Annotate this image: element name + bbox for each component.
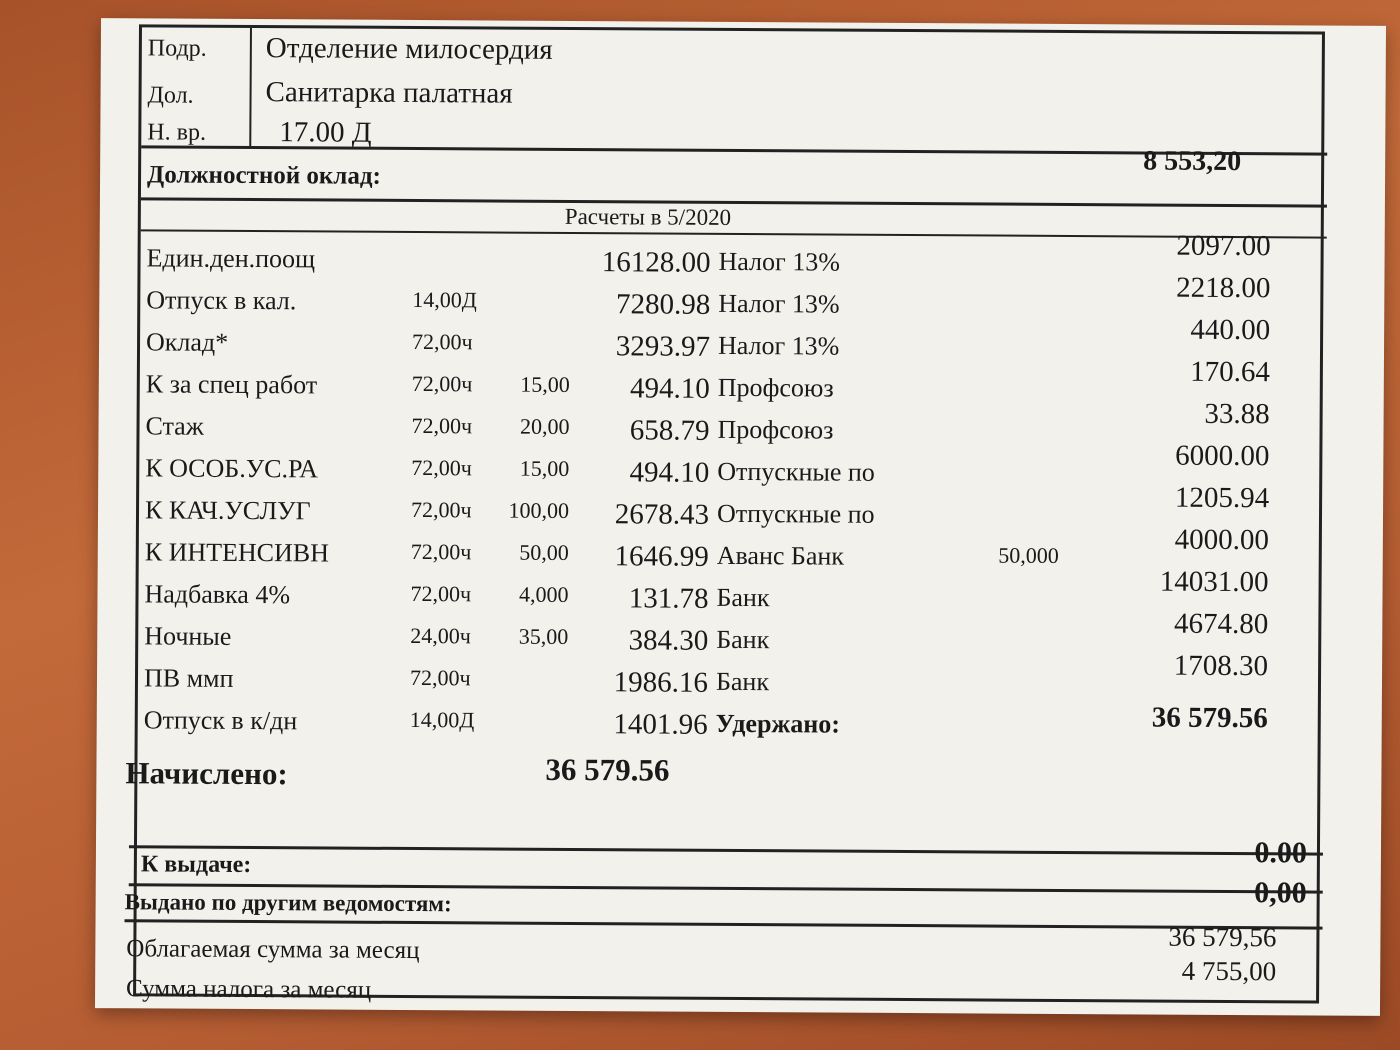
row-amount: 16128.00 [601, 246, 711, 279]
row-deduction-extra [961, 248, 1061, 249]
taxable-value: 36 579,56 [1168, 921, 1277, 953]
row-deduction: Налог 13% [718, 246, 840, 277]
hours-label: Н. вр. [147, 119, 207, 146]
row-amount: 384.30 [628, 624, 709, 657]
row-deduction: Профсоюз [717, 372, 834, 403]
row-deduction-extra [958, 668, 1058, 669]
salary-bottom-line [141, 197, 1327, 207]
row-deduction-extra [958, 710, 1058, 711]
dept-value: Отделение милосердия [265, 32, 553, 66]
row-deduction-amount: 1708.30 [1173, 649, 1269, 683]
row-name: ПВ ммп [143, 663, 234, 693]
other-statements-value: 0,00 [1254, 876, 1307, 910]
salary-value: 8 553,20 [1143, 145, 1242, 178]
row-qty: 72,00ч [410, 538, 472, 565]
row-deduction-amount: 440.00 [1190, 313, 1271, 347]
tax-value: 4 755,00 [1181, 955, 1277, 987]
row-rate: 15,00 [519, 455, 570, 481]
withheld-value: 36 579.56 [1151, 701, 1268, 735]
row-deduction-amount: 170.64 [1190, 355, 1270, 389]
withheld-label: Удержано: [715, 708, 841, 739]
row-amount: 131.78 [628, 582, 709, 615]
row-rate: 35,00 [518, 623, 569, 649]
dept-label: Подр. [147, 35, 207, 62]
row-deduction: Отпускные по [716, 498, 875, 529]
row-deduction-amount: 6000.00 [1175, 439, 1270, 473]
position-value: Санитарка палатная [265, 76, 513, 110]
other-statements-label: Выдано по другим ведомостям: [124, 889, 452, 917]
row-qty: 72,00ч [411, 370, 473, 397]
row-deduction: Банк [716, 624, 770, 655]
row-name: Надбавка 4% [144, 579, 291, 610]
row-amount: 658.79 [629, 414, 710, 447]
row-deduction-extra [960, 416, 1060, 417]
row-name: К ОСОБ.УС.РА [145, 453, 319, 484]
row-name: Отпуск в к/дн [143, 705, 298, 736]
table-row [138, 701, 1324, 754]
row-qty: 24,00ч [410, 622, 471, 649]
row-deduction-extra [960, 332, 1060, 333]
row-rate: 4,000 [518, 581, 569, 607]
row-rate: 100,00 [508, 497, 570, 523]
row-qty: 72,00ч [411, 328, 473, 355]
row-amount: 1986.16 [613, 666, 709, 699]
row-deduction-extra [958, 626, 1058, 627]
row-deduction-amount: 14031.00 [1159, 565, 1269, 599]
row-qty: 72,00ч [411, 412, 473, 439]
row-amount: 494.10 [629, 456, 710, 489]
row-deduction: Банк [716, 582, 770, 613]
row-deduction: Налог 13% [717, 330, 840, 361]
row-deduction-amount: 4674.80 [1174, 607, 1269, 641]
row-name: Един.ден.поощ [146, 243, 316, 274]
accrued-value: 36 579.56 [545, 751, 670, 788]
row-amount: 1401.96 [613, 708, 708, 741]
row-name: Оклад* [145, 327, 229, 357]
row-qty: 72,00ч [411, 454, 472, 481]
row-name: Стаж [145, 411, 204, 441]
payout-label: К выдаче: [140, 851, 252, 879]
row-qty: 14,00Д [409, 706, 475, 733]
row-deduction-extra [959, 500, 1059, 501]
row-amount: 494.10 [629, 372, 710, 405]
tax-label: Сумма налога за месяц [126, 975, 372, 1004]
row-deduction-extra: 50,000 [998, 542, 1059, 568]
row-amount: 2678.43 [614, 498, 710, 531]
payslip-sheet [95, 18, 1386, 1016]
row-deduction: Банк [715, 666, 770, 697]
row-rate: 50,00 [519, 539, 569, 565]
row-rate: 20,00 [519, 413, 570, 439]
row-deduction-extra [959, 584, 1059, 585]
row-deduction-amount: 4000.00 [1174, 523, 1269, 557]
row-name: Ночные [144, 621, 232, 651]
payout-top-line [129, 845, 1323, 855]
row-qty: 72,00ч [409, 664, 471, 691]
row-deduction-amount: 33.88 [1204, 397, 1270, 431]
row-deduction-extra [960, 374, 1060, 375]
accrued-label: Начислено: [125, 755, 288, 792]
taxable-label: Облагаемая сумма за месяц [126, 935, 420, 965]
row-name: К за спец работ [145, 369, 318, 400]
row-name: К ИНТЕНСИВН [144, 537, 330, 568]
row-qty: 72,00ч [410, 496, 472, 523]
row-deduction-extra [959, 458, 1059, 459]
row-qty: 14,00Д [412, 286, 477, 313]
row-deduction: Отпускные по [717, 456, 875, 487]
hours-value: 17.00 Д [279, 116, 372, 149]
row-name: К КАЧ.УСЛУГ [144, 495, 311, 526]
row-deduction-amount: 1205.94 [1174, 481, 1270, 515]
row-deduction: Налог 13% [718, 288, 840, 319]
row-deduction: Профсоюз [717, 414, 834, 445]
header-divider [249, 28, 252, 146]
payslip-frame [124, 24, 1325, 1004]
salary-label: Должностной оклад: [146, 161, 381, 190]
row-deduction-extra [960, 290, 1060, 291]
row-amount: 3293.97 [615, 330, 711, 363]
period-title: Расчеты в 5/2020 [564, 203, 732, 230]
row-qty: 72,00ч [410, 580, 472, 607]
position-label: Дол. [147, 82, 194, 109]
row-rate: 15,00 [520, 371, 570, 397]
row-deduction-amount: 2097.00 [1176, 229, 1271, 263]
row-amount: 1646.99 [614, 540, 709, 573]
row-name: Отпуск в кал. [146, 285, 297, 316]
row-deduction: Аванс Банк [716, 540, 845, 571]
row-amount: 7280.98 [615, 288, 711, 321]
payout-value: 0.00 [1254, 836, 1308, 870]
row-deduction-amount: 2218.00 [1176, 271, 1271, 305]
